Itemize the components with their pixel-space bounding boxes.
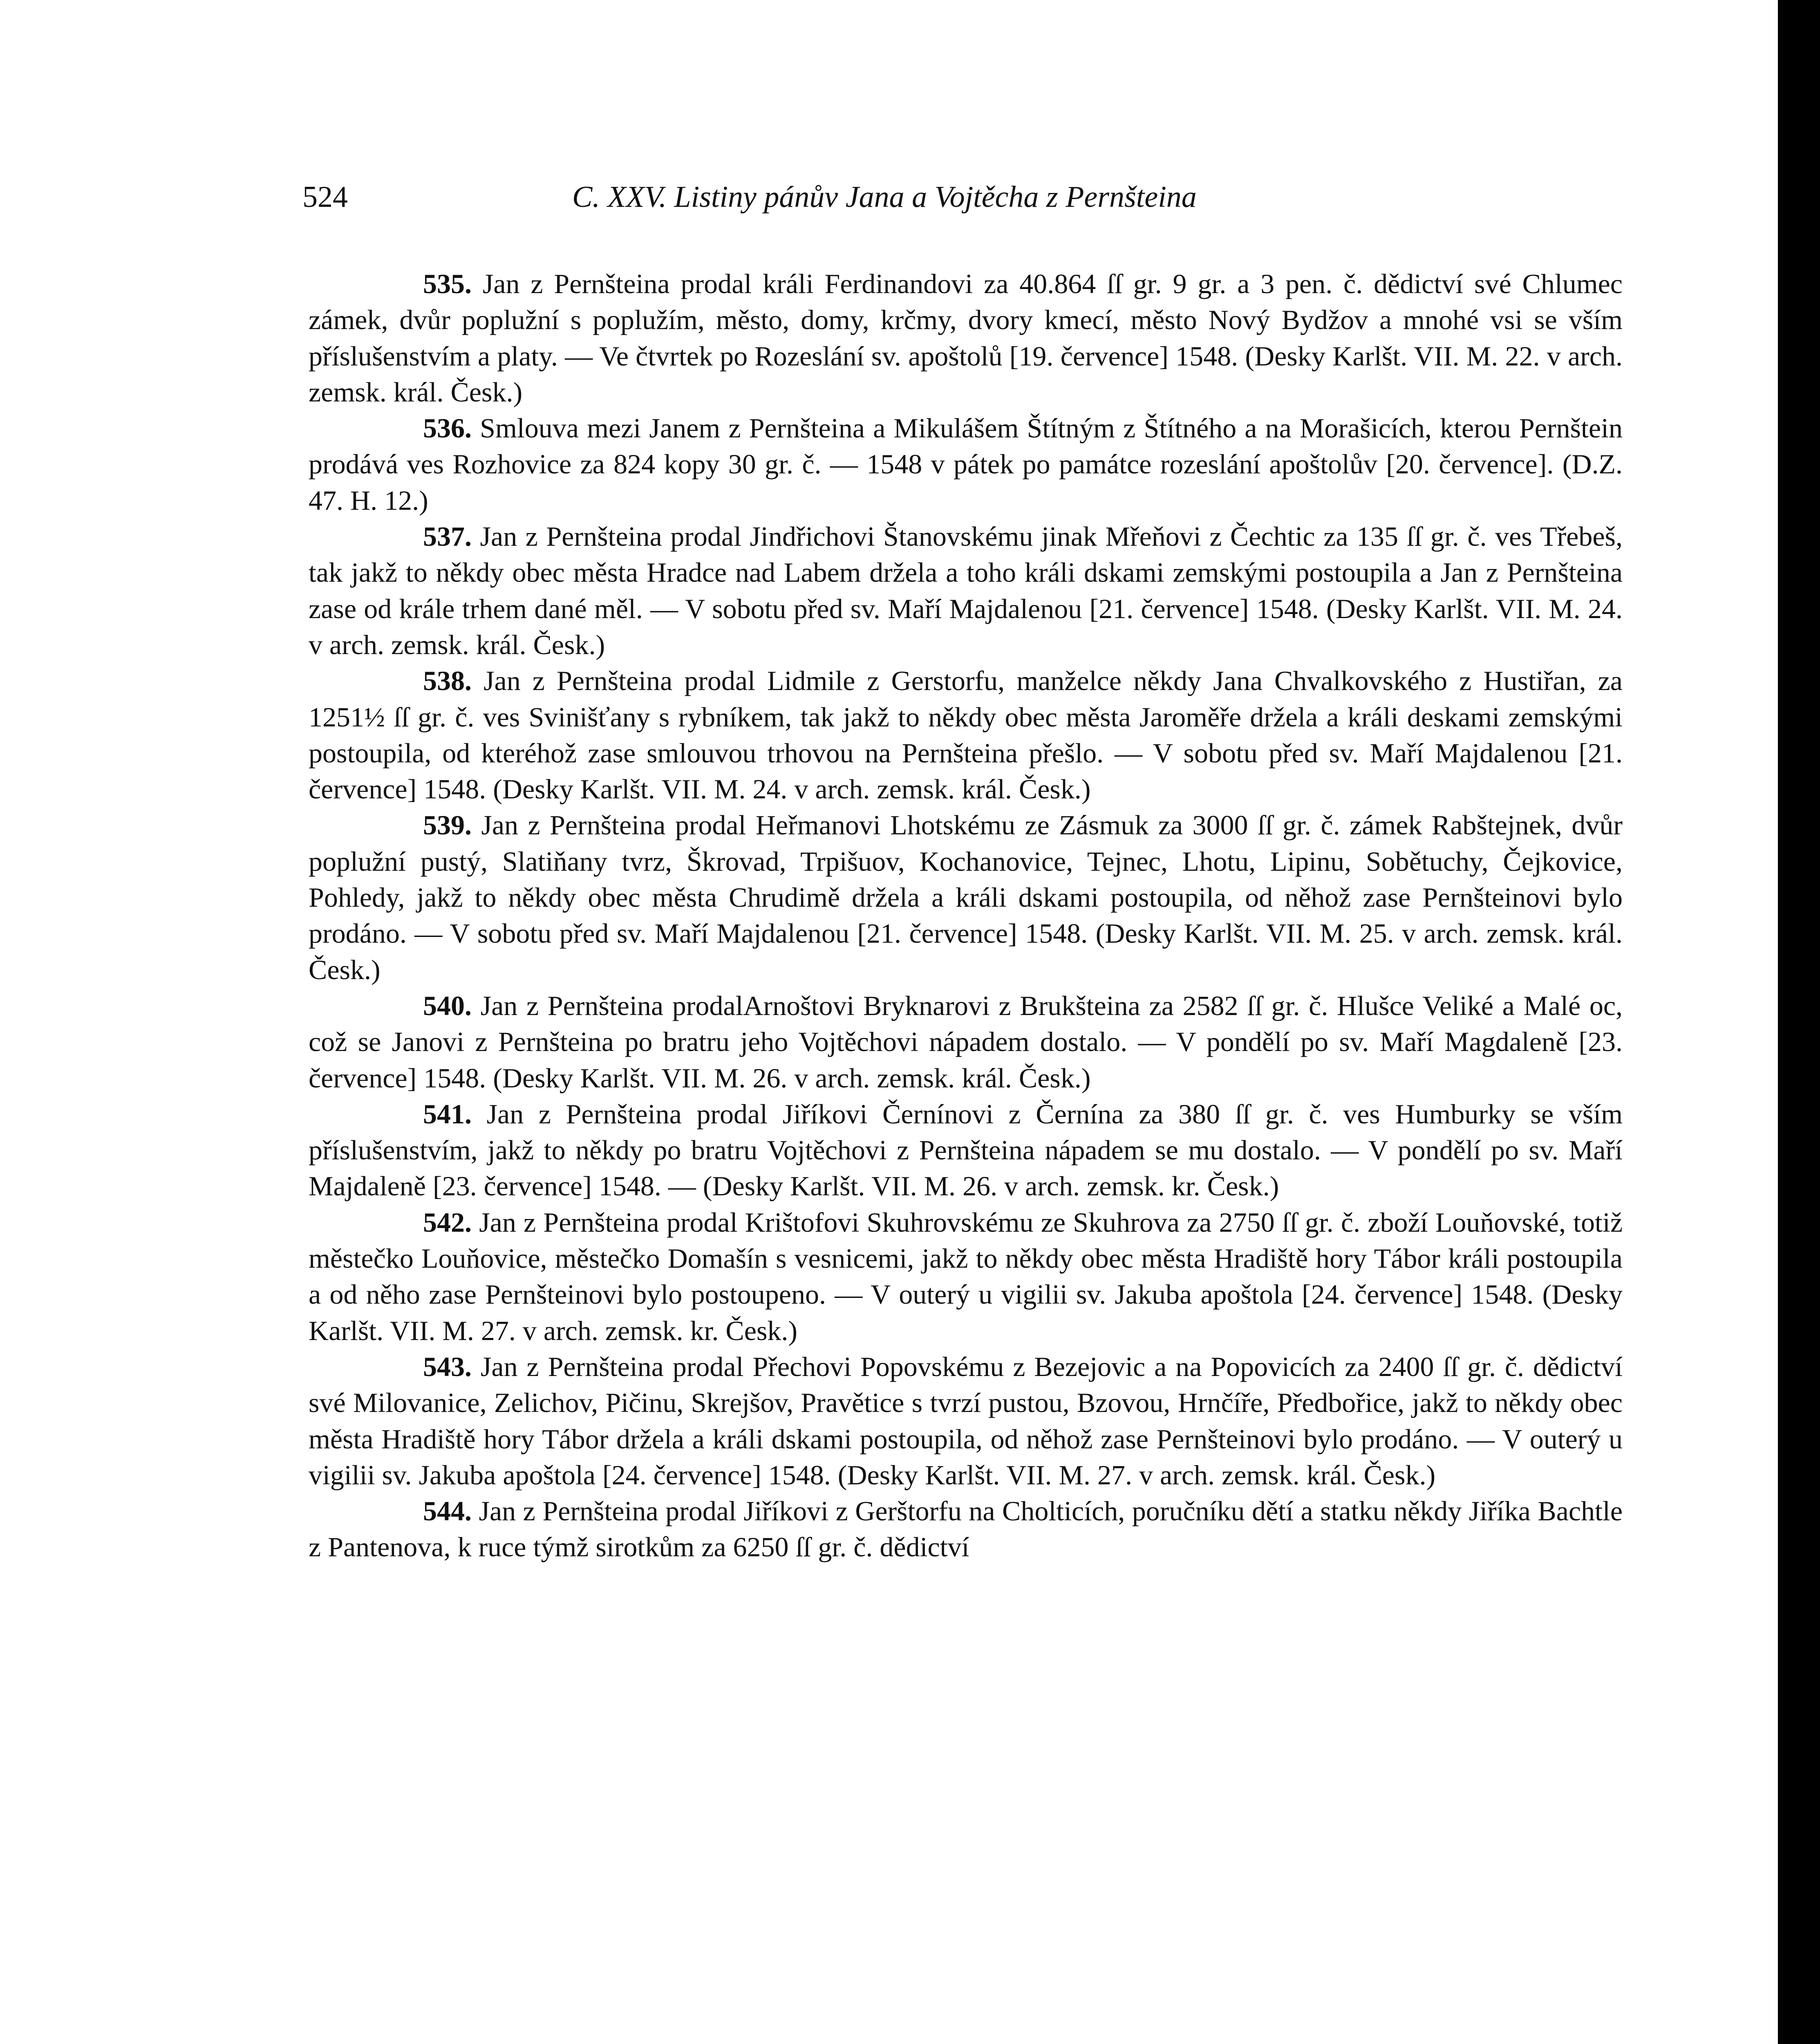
entry-537 [309, 518, 1623, 663]
entry-544 [309, 1493, 1623, 1565]
entry-text: Jan z Pernšteina prodal Krištofovi Skuhrovskému ze Skuhrova za 2750 ſſ gr. č. zboží Louňovské, totiž městečko Louňovice, městečko Domašín s vesnicemi, jakž to někdy obec města Hradiště hory Tábor králi postoupila a od něho zase Pernšteinovi bylo postoupeno. — V outerý u vigilii sv. Jakuba apoštola [24. července] 1548. (Desky Karlšt. VII. M. 27. v arch. zemsk. kr. Česk.) [309, 1206, 1623, 1346]
entry-543 [309, 1349, 1623, 1493]
entry-number: 537. [423, 521, 472, 552]
entry-538 [309, 663, 1623, 807]
entry-text: Jan z Pernšteina prodal králi Ferdinandovi za 40.864 ſſ gr. 9 gr. a 3 pen. č. dědictví své Chlumec zámek, dvůr poplužní s poplužím, město, domy, krčmy, dvory kmecí, město Nový Bydžov a mnohé vsi se vším příslušenstvím a platy. — Ve čtvrtek po Rozeslání sv. apoštolů [19. července] 1548. (Desky Karlšt. VII. M. 22. v arch. zemsk. král. Česk.) [309, 268, 1623, 408]
entry-number: 542. [423, 1206, 472, 1238]
entry-number: 538. [423, 665, 472, 697]
entry-text: Jan z Pernšteina prodal Přechovi Popovskému z Bezejovic a na Popovicích za 2400 ſſ gr. č. dědictví své Milovanice, Zelichov, Pičinu, Skrejšov, Pravětice s tvrzí pustou, Bzovou, Hrnčíře, Předbořice, jakž to někdy obec města Hradiště hory Tábor držela a králi dskami postoupila, od něhož zase Pernšteinovi bylo prodáno. — V outerý u vigilii sv. Jakuba apoštola [24. července] 1548. (Desky Karlšt. VII. M. 27. v arch. zemsk. král. Česk.) [309, 1351, 1623, 1490]
entry-540 [309, 988, 1623, 1096]
entry-text: Jan z Pernšteina prodal Jiříkovi Černínovi z Černína za 380 ſſ gr. č. ves Humburky se vším příslušenstvím, jakž to někdy po bratru Vojtěchovi z Pernšteina nápadem se mu dostalo. — V pondělí po sv. Maří Majdaleně [23. července] 1548. — (Desky Karlšt. VII. M. 26. v arch. zemsk. kr. Česk.) [309, 1098, 1623, 1202]
entry-text: Jan z Pernšteina prodal Jindřichovi Štanovskému jinak Mřeňovi z Čechtic za 135 ſſ gr. č. ves Třebeš, tak jakž to někdy obec města Hradce nad Labem držela a toho králi dskami zemskými postoupila a Jan z Pernšteina zase od krále trhem dané měl. — V sobotu před sv. Maří Majdalenou [21. července] 1548. (Desky Karlšt. VII. M. 24. v arch. zemsk. král. Česk.) [309, 521, 1623, 660]
page-number: 524 [302, 180, 348, 214]
entry-text: Jan z Pernšteina prodal Heřmanovi Lhotskému ze Zásmuk za 3000 ſſ gr. č. zámek Rabštejnek, dvůr poplužní pustý, Slatiňany tvrz, Škrovad, Trpišuov, Kochanovice, Tejnec, Lhotu, Lipinu, Sobětuchy, Čejkovice, Pohledy, jakž to někdy obec města Chrudimě držela a králi dskami postoupila, od něhož zase Pernšteinovi bylo prodáno. — V sobotu před sv. Maří Majdalenou [21. července] 1548. (Desky Karlšt. VII. M. 25. v arch. zemsk. král. Česk.) [309, 809, 1623, 985]
entry-text: Smlouva mezi Janem z Pernšteina a Mikulášem Štítným z Štítného a na Morašicích, kterou Pernštein prodává ves Rozhovice za 824 kopy 30 gr. č. — 1548 v pátek po památce rozeslání apoštolův [20. července]. (D.Z. 47. H. 12.) [309, 412, 1623, 516]
entry-541 [309, 1096, 1623, 1204]
page-header [302, 180, 1741, 225]
entry-text: Jan z Pernšteina prodal Lidmile z Gerstorfu, manželce někdy Jana Chvalkovského z Hustiřan, za 1251½ ſſ gr. č. ves Svinišťany s rybníkem, tak jakž to někdy obec města Jaroměře držela a králi deskami zemskými postoupila, od kteréhož zase smlouvou trhovou na Pernšteina přešlo. — V sobotu před sv. Maří Majdalenou [21. července] 1548. (Desky Karlšt. VII. M. 24. v arch. zemsk. král. Česk.) [309, 665, 1623, 805]
running-title: C. XXV. Listiny pánův Jana a Vojtěcha z Pernšteina [572, 180, 1197, 214]
entry-number: 540. [423, 990, 472, 1021]
entry-text: Jan z Pernšteina prodal Jiříkovi z Gerštorfu na Cholticích, poručníku dětí a statku někdy Jiříka Bachtle z Pantenova, k ruce týmž sirotkům za 6250 ſſ gr. č. dědictví [309, 1495, 1623, 1563]
document-body [309, 266, 1623, 1565]
entry-542 [309, 1204, 1623, 1349]
entry-536 [309, 410, 1623, 518]
entry-number: 541. [423, 1098, 472, 1130]
entry-number: 536. [423, 412, 472, 444]
scan-edge [1778, 0, 1820, 2044]
entry-number: 539. [423, 809, 472, 841]
entry-number: 535. [423, 268, 472, 299]
entry-535 [309, 266, 1623, 410]
entry-text: Jan z Pernšteina prodalArnoštovi Bryknarovi z Brukšteina za 2582 ſſ gr. č. Hlušce Veliké a Malé oc, což se Janovi z Pernšteina po bratru jeho Vojtěchovi nápadem dostalo. — V pondělí po sv. Maří Magdaleně [23. července] 1548. (Desky Karlšt. VII. M. 26. v arch. zemsk. král. Česk.) [309, 990, 1623, 1094]
entry-number: 544. [423, 1495, 472, 1527]
entry-539 [309, 807, 1623, 987]
entry-number: 543. [423, 1351, 472, 1382]
